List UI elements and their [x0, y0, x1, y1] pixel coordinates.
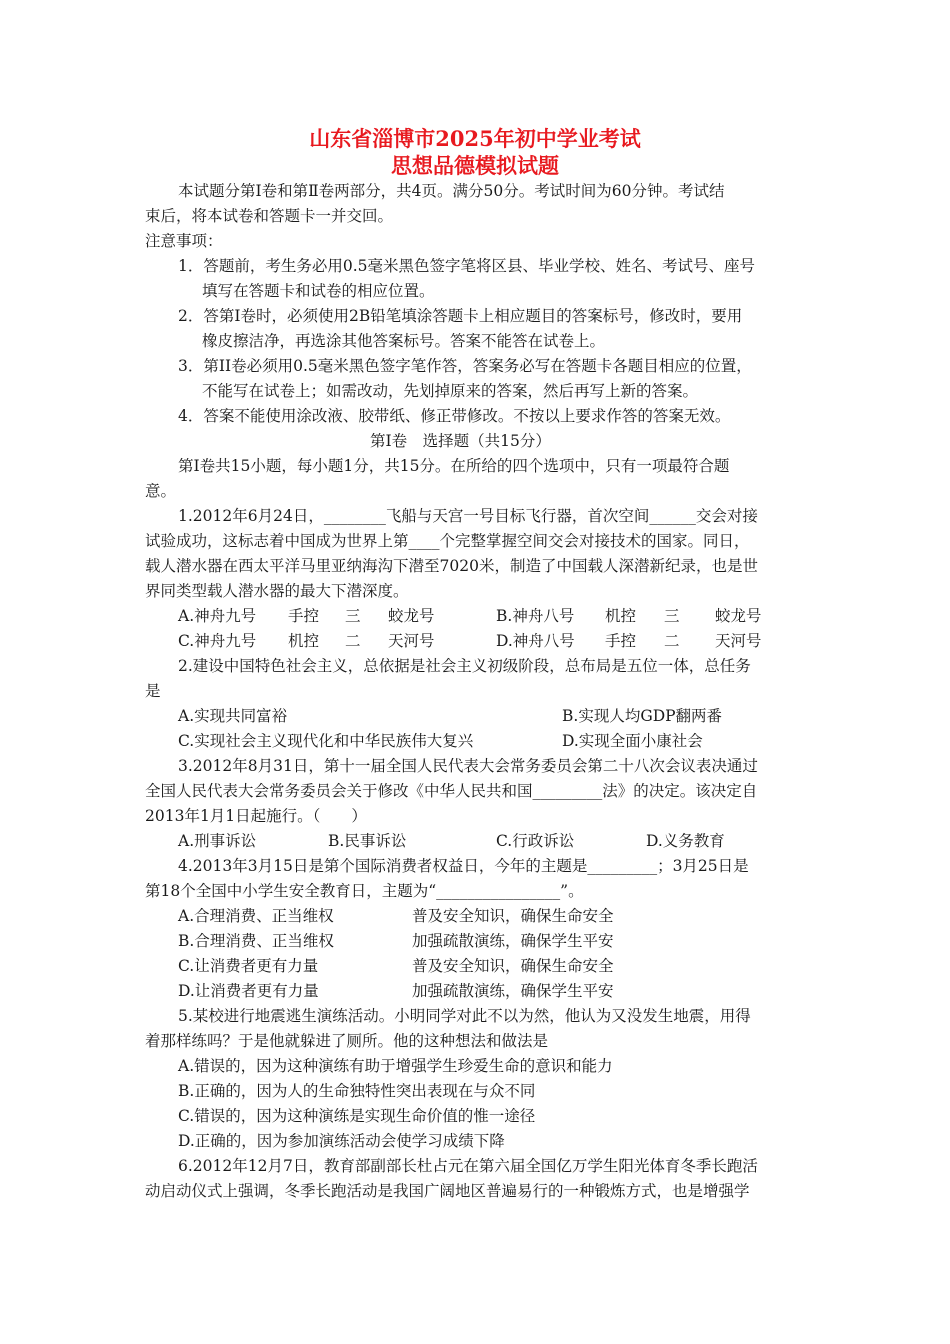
q4-option-part: 普及安全知识，确保生命安全 [412, 907, 614, 925]
q2-option: D.实现全面小康社会 [562, 732, 703, 750]
notice-item: 1．答题前，考生务必用0.5毫米黑色签字笔将区县、毕业学校、姓名、考试号、座号 [178, 257, 756, 275]
question-3-text: 2013年1月1日起施行。（ ） [145, 807, 367, 825]
question-2-text: 是 [145, 682, 161, 700]
notice-heading: 注意事项： [145, 232, 223, 250]
q5-option: D.正确的，因为参加演练活动会使学习成绩下降 [178, 1132, 505, 1150]
section-intro: 意。 [145, 482, 177, 500]
q1-option-c-part: 二 [345, 632, 361, 650]
question-3-text: 全国人民代表大会常务委员会关于修改《中华人民共和国_________法》的决定。该决定自 [145, 782, 758, 800]
q1-option-d-part: 手控 [605, 632, 637, 650]
q3-option: B.民事诉讼 [328, 832, 407, 850]
q1-option-d-part: 二 [664, 632, 680, 650]
q4-option-part: 普及安全知识，确保生命安全 [412, 957, 614, 975]
notice-item: 橡皮擦洁净，再选涂其他答案标号。答案不能答在试卷上。 [202, 332, 606, 350]
q2-option: C.实现社会主义现代化和中华民族伟大复兴 [178, 732, 474, 750]
notice-item: 3．第II卷必须用0.5毫米黑色签字笔作答，答案务必写在答题卡各题目相应的位置， [178, 357, 752, 375]
question-1-text: 界同类型载人潜水器的最大下潜深度。 [145, 582, 409, 600]
section-intro: 第Ⅰ卷共15小题，每小题1分，共15分。在所给的四个选项中，只有一项最符合题 [178, 457, 730, 475]
q1-option-d-label: D.神舟八号 [496, 632, 575, 650]
notice-item: 2．答第Ⅰ卷时，必须使用2B铅笔填涂答题卡上相应题目的答案标号，修改时，要用 [178, 307, 743, 325]
notice-item: 4．答案不能使用涂改液、胶带纸、修正带修改。不按以上要求作答的答案无效。 [178, 407, 731, 425]
q5-option: A.错误的，因为这种演练有助于增强学生珍爱生命的意识和能力 [178, 1057, 613, 1075]
intro-line: 束后，将本试卷和答题卡一并交回。 [145, 207, 394, 225]
q5-option: B.正确的，因为人的生命独特性突出表现在与众不同 [178, 1082, 536, 1100]
question-6-text: 动启动仪式上强调，冬季长跑活动是我国广阔地区普遍易行的一种锻炼方式，也是增强学 [145, 1182, 750, 1200]
q3-option: D.义务教育 [646, 832, 725, 850]
question-1-text: 试验成功，这标志着中国成为世界上第____个完整掌握空间交会对接技术的国家。同日， [145, 532, 750, 550]
intro-line: 本试题分第Ⅰ卷和第Ⅱ卷两部分，共4页。满分50分。考试时间为60分钟。考试结 [178, 182, 725, 200]
q3-option: A.刑事诉讼 [178, 832, 257, 850]
q1-option-b-part: 三 [664, 607, 680, 625]
exam-title: 山东省淄博市2025年初中学业考试 [309, 126, 641, 151]
q1-option-c-part: 天河号 [388, 632, 435, 650]
q4-option-part: 加强疏散演练，确保学生平安 [412, 932, 614, 950]
q2-option: B.实现人均GDP翻两番 [562, 707, 723, 725]
q1-option-b-part: 机控 [605, 607, 637, 625]
q1-option-b-label: B.神舟八号 [496, 607, 575, 625]
q4-option-label: B.合理消费、正当维权 [178, 932, 334, 950]
q1-option-c-part: 机控 [288, 632, 320, 650]
notice-item: 不能写在试卷上；如需改动，先划掉原来的答案，然后再写上新的答案。 [202, 382, 699, 400]
q1-option-b-part: 蛟龙号 [715, 607, 762, 625]
q5-option: C.错误的，因为这种演练是实现生命价值的惟一途径 [178, 1107, 536, 1125]
q3-option: C.行政诉讼 [496, 832, 575, 850]
question-1-text: 载人潜水器在西太平洋马里亚纳海沟下潜至7020米，制造了中国载人深潜新纪录，也是世 [145, 557, 758, 575]
q4-option-label: C.让消费者更有力量 [178, 957, 319, 975]
question-4-text: 4.2013年3月15日是第个国际消费者权益日，今年的主题是_________；3月25日是 [178, 857, 749, 875]
q4-option-part: 加强疏散演练，确保学生平安 [412, 982, 614, 1000]
q1-option-a-part: 蛟龙号 [388, 607, 435, 625]
q4-option-label: A.合理消费、正当维权 [178, 907, 334, 925]
q1-option-a-part: 三 [345, 607, 361, 625]
question-3-text: 3.2012年8月31日，第十一届全国人民代表大会常务委员会第二十八次会议表决通过 [178, 757, 758, 775]
question-4-text: 第18个全国中小学生安全教育日，主题为“________________”。 [145, 882, 584, 900]
notice-item: 填写在答题卡和试卷的相应位置。 [202, 282, 435, 300]
exam-subtitle: 思想品德模拟试题 [391, 153, 559, 178]
q1-option-c-label: C.神舟九号 [178, 632, 257, 650]
section-title: 第Ⅰ卷 选择题（共15分） [370, 432, 551, 450]
q1-option-a-part: 手控 [288, 607, 320, 625]
question-2-text: 2.建设中国特色社会主义，总依据是社会主义初级阶段，总布局是五位一体，总任务 [178, 657, 751, 675]
q1-option-d-part: 天河号 [715, 632, 762, 650]
question-5-text: 着那样练吗？于是他就躲进了厕所。他的这种想法和做法是 [145, 1032, 549, 1050]
q4-option-label: D.让消费者更有力量 [178, 982, 319, 1000]
question-1-text: 1.2012年6月24日，________飞船与天宫一号目标飞行器，首次空间______交会对接 [178, 507, 758, 525]
q2-option: A.实现共同富裕 [178, 707, 288, 725]
q1-option-a-label: A.神舟九号 [178, 607, 257, 625]
question-5-text: 5.某校进行地震逃生演练活动。小明同学对此不以为然，他认为又没发生地震，用得 [178, 1007, 751, 1025]
question-6-text: 6.2012年12月7日，教育部副部长杜占元在第六届全国亿万学生阳光体育冬季长跑活 [178, 1157, 758, 1175]
